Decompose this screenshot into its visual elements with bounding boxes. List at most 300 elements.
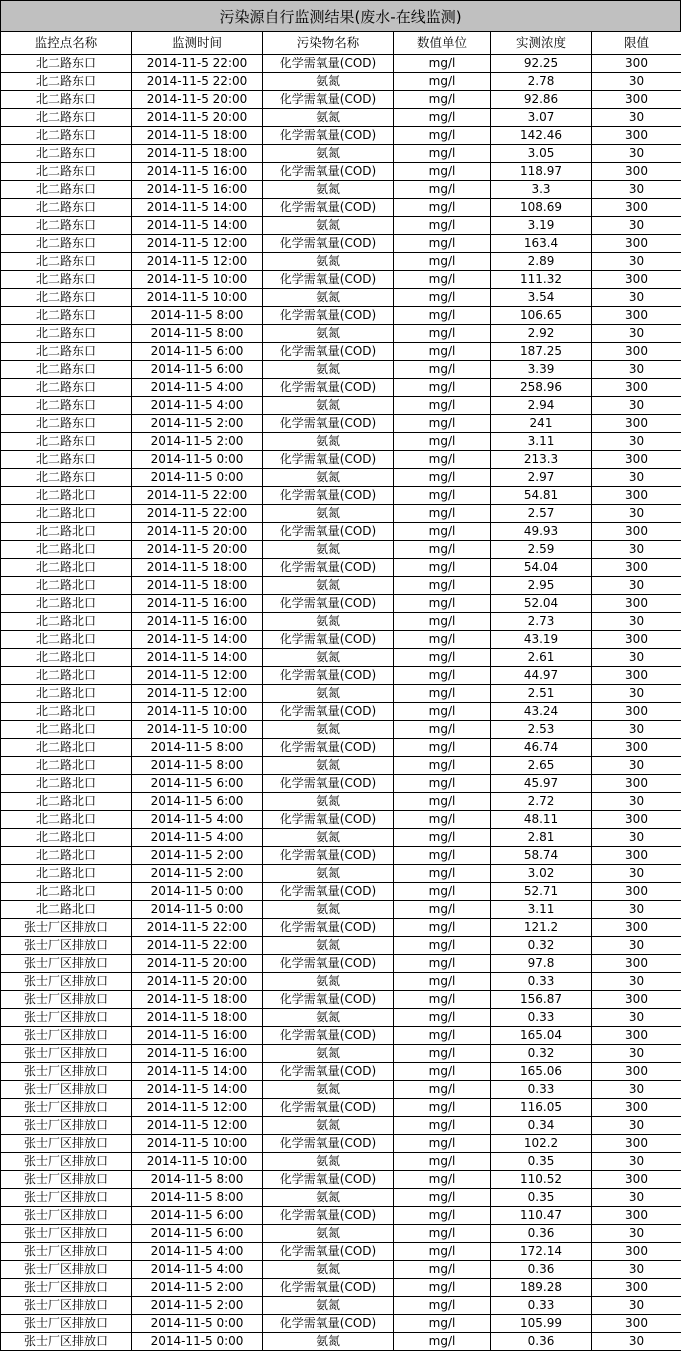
unit-cell: mg/l (394, 919, 491, 937)
unit-cell: mg/l (394, 613, 491, 631)
site-cell: 北二路东口 (1, 235, 132, 253)
limit-cell: 300 (592, 271, 681, 289)
pollutant-cell: 氨氮 (263, 1045, 394, 1063)
limit-cell: 30 (592, 1009, 681, 1027)
site-cell: 北二路北口 (1, 757, 132, 775)
table-row (1, 559, 681, 577)
limit-cell: 30 (592, 757, 681, 775)
limit-cell: 300 (592, 343, 681, 361)
unit-cell: mg/l (394, 775, 491, 793)
unit-cell: mg/l (394, 343, 491, 361)
concentration-cell: 2.51 (491, 685, 592, 703)
limit-cell: 300 (592, 379, 681, 397)
site-cell: 北二路东口 (1, 217, 132, 235)
site-cell: 北二路北口 (1, 631, 132, 649)
limit-cell: 30 (592, 433, 681, 451)
table-row (1, 847, 681, 865)
limit-cell: 300 (592, 919, 681, 937)
time-cell: 2014-11-5 10:00 (132, 721, 263, 739)
pollutant-cell: 化学需氧量(COD) (263, 631, 394, 649)
table-row (1, 1315, 681, 1333)
unit-cell: mg/l (394, 325, 491, 343)
concentration-cell: 43.19 (491, 631, 592, 649)
limit-cell: 300 (592, 811, 681, 829)
table-row (1, 955, 681, 973)
site-cell: 北二路东口 (1, 253, 132, 271)
unit-cell: mg/l (394, 631, 491, 649)
pollutant-cell: 化学需氧量(COD) (263, 703, 394, 721)
concentration-cell: 3.19 (491, 217, 592, 235)
site-cell: 北二路北口 (1, 595, 132, 613)
time-cell: 2014-11-5 0:00 (132, 1315, 263, 1333)
table-row (1, 793, 681, 811)
limit-cell: 300 (592, 1063, 681, 1081)
site-cell: 张士厂区排放口 (1, 1063, 132, 1081)
unit-cell: mg/l (394, 559, 491, 577)
unit-cell: mg/l (394, 1117, 491, 1135)
pollutant-cell: 化学需氧量(COD) (263, 919, 394, 937)
pollutant-cell: 化学需氧量(COD) (263, 1279, 394, 1297)
unit-cell: mg/l (394, 793, 491, 811)
limit-cell: 300 (592, 667, 681, 685)
time-cell: 2014-11-5 12:00 (132, 1117, 263, 1135)
pollutant-cell: 氨氮 (263, 433, 394, 451)
limit-cell: 300 (592, 235, 681, 253)
time-cell: 2014-11-5 2:00 (132, 415, 263, 433)
unit-cell: mg/l (394, 433, 491, 451)
pollutant-cell: 化学需氧量(COD) (263, 415, 394, 433)
time-cell: 2014-11-5 14:00 (132, 199, 263, 217)
time-cell: 2014-11-5 10:00 (132, 289, 263, 307)
time-cell: 2014-11-5 6:00 (132, 343, 263, 361)
limit-cell: 300 (592, 451, 681, 469)
time-cell: 2014-11-5 4:00 (132, 811, 263, 829)
pollutant-cell: 氨氮 (263, 829, 394, 847)
site-cell: 北二路东口 (1, 289, 132, 307)
time-cell: 2014-11-5 14:00 (132, 217, 263, 235)
pollutant-cell: 化学需氧量(COD) (263, 271, 394, 289)
limit-cell: 300 (592, 883, 681, 901)
unit-cell: mg/l (394, 847, 491, 865)
time-cell: 2014-11-5 2:00 (132, 865, 263, 883)
pollutant-cell: 氨氮 (263, 1297, 394, 1315)
limit-cell: 30 (592, 289, 681, 307)
concentration-cell: 102.2 (491, 1135, 592, 1153)
limit-cell: 300 (592, 1279, 681, 1297)
time-cell: 2014-11-5 12:00 (132, 235, 263, 253)
site-cell: 张士厂区排放口 (1, 1099, 132, 1117)
concentration-cell: 2.59 (491, 541, 592, 559)
unit-cell: mg/l (394, 883, 491, 901)
time-cell: 2014-11-5 8:00 (132, 325, 263, 343)
concentration-cell: 156.87 (491, 991, 592, 1009)
unit-cell: mg/l (394, 757, 491, 775)
unit-cell: mg/l (394, 109, 491, 127)
unit-cell: mg/l (394, 667, 491, 685)
pollutant-cell: 氨氮 (263, 577, 394, 595)
table-row (1, 937, 681, 955)
concentration-cell: 121.2 (491, 919, 592, 937)
table-row (1, 91, 681, 109)
limit-cell: 300 (592, 1027, 681, 1045)
site-cell: 张士厂区排放口 (1, 1315, 132, 1333)
concentration-cell: 165.06 (491, 1063, 592, 1081)
table-row (1, 127, 681, 145)
pollutant-cell: 化学需氧量(COD) (263, 451, 394, 469)
time-cell: 2014-11-5 20:00 (132, 109, 263, 127)
unit-cell: mg/l (394, 1045, 491, 1063)
time-cell: 2014-11-5 20:00 (132, 973, 263, 991)
unit-cell: mg/l (394, 397, 491, 415)
concentration-cell: 3.54 (491, 289, 592, 307)
concentration-cell: 3.05 (491, 145, 592, 163)
concentration-cell: 2.81 (491, 829, 592, 847)
time-cell: 2014-11-5 2:00 (132, 1279, 263, 1297)
pollutant-cell: 氨氮 (263, 1117, 394, 1135)
site-cell: 北二路东口 (1, 91, 132, 109)
table-row (1, 613, 681, 631)
unit-cell: mg/l (394, 1027, 491, 1045)
time-cell: 2014-11-5 2:00 (132, 847, 263, 865)
unit-cell: mg/l (394, 469, 491, 487)
time-cell: 2014-11-5 14:00 (132, 631, 263, 649)
table-row (1, 451, 681, 469)
time-cell: 2014-11-5 10:00 (132, 1135, 263, 1153)
site-cell: 北二路北口 (1, 505, 132, 523)
table-row (1, 1153, 681, 1171)
concentration-cell: 110.52 (491, 1171, 592, 1189)
concentration-cell: 2.95 (491, 577, 592, 595)
pollutant-cell: 氨氮 (263, 901, 394, 919)
report-title: 污染源自行监测结果(废水-在线监测) (0, 0, 681, 31)
table-row (1, 361, 681, 379)
time-cell: 2014-11-5 18:00 (132, 1009, 263, 1027)
unit-cell: mg/l (394, 235, 491, 253)
pollutant-cell: 化学需氧量(COD) (263, 739, 394, 757)
site-cell: 张士厂区排放口 (1, 1027, 132, 1045)
pollutant-cell: 氨氮 (263, 1081, 394, 1099)
concentration-cell: 2.94 (491, 397, 592, 415)
site-cell: 北二路东口 (1, 55, 132, 73)
table-row (1, 397, 681, 415)
table-row (1, 415, 681, 433)
site-cell: 张士厂区排放口 (1, 1081, 132, 1099)
pollutant-cell: 氨氮 (263, 217, 394, 235)
limit-cell: 300 (592, 1315, 681, 1333)
limit-cell: 300 (592, 559, 681, 577)
limit-cell: 30 (592, 145, 681, 163)
limit-cell: 30 (592, 505, 681, 523)
unit-cell: mg/l (394, 721, 491, 739)
site-cell: 张士厂区排放口 (1, 937, 132, 955)
time-cell: 2014-11-5 16:00 (132, 613, 263, 631)
concentration-cell: 52.04 (491, 595, 592, 613)
unit-cell: mg/l (394, 307, 491, 325)
site-cell: 张士厂区排放口 (1, 1279, 132, 1297)
unit-cell: mg/l (394, 163, 491, 181)
limit-cell: 300 (592, 1099, 681, 1117)
site-cell: 北二路东口 (1, 199, 132, 217)
limit-cell: 30 (592, 1225, 681, 1243)
pollutant-cell: 氨氮 (263, 397, 394, 415)
limit-cell: 30 (592, 793, 681, 811)
site-cell: 张士厂区排放口 (1, 973, 132, 991)
limit-cell: 300 (592, 307, 681, 325)
time-cell: 2014-11-5 18:00 (132, 145, 263, 163)
site-cell: 张士厂区排放口 (1, 1243, 132, 1261)
concentration-cell: 3.11 (491, 433, 592, 451)
site-cell: 张士厂区排放口 (1, 1189, 132, 1207)
limit-cell: 30 (592, 721, 681, 739)
unit-cell: mg/l (394, 577, 491, 595)
time-cell: 2014-11-5 22:00 (132, 937, 263, 955)
pollutant-cell: 氨氮 (263, 757, 394, 775)
site-cell: 北二路北口 (1, 577, 132, 595)
pollutant-cell: 化学需氧量(COD) (263, 595, 394, 613)
time-cell: 2014-11-5 10:00 (132, 703, 263, 721)
concentration-cell: 2.53 (491, 721, 592, 739)
table-row (1, 631, 681, 649)
limit-cell: 30 (592, 397, 681, 415)
unit-cell: mg/l (394, 1261, 491, 1279)
table-row (1, 1207, 681, 1225)
table-row (1, 883, 681, 901)
time-cell: 2014-11-5 0:00 (132, 1333, 263, 1351)
site-cell: 北二路北口 (1, 559, 132, 577)
column-header-unit: 数值单位 (394, 32, 491, 55)
time-cell: 2014-11-5 14:00 (132, 649, 263, 667)
site-cell: 北二路东口 (1, 109, 132, 127)
table-row (1, 1045, 681, 1063)
limit-cell: 300 (592, 127, 681, 145)
unit-cell: mg/l (394, 253, 491, 271)
pollutant-cell: 化学需氧量(COD) (263, 91, 394, 109)
site-cell: 北二路北口 (1, 541, 132, 559)
time-cell: 2014-11-5 10:00 (132, 1153, 263, 1171)
unit-cell: mg/l (394, 1243, 491, 1261)
site-cell: 北二路东口 (1, 433, 132, 451)
unit-cell: mg/l (394, 1279, 491, 1297)
concentration-cell: 54.04 (491, 559, 592, 577)
time-cell: 2014-11-5 16:00 (132, 163, 263, 181)
pollutant-cell: 化学需氧量(COD) (263, 1099, 394, 1117)
pollutant-cell: 氨氮 (263, 1009, 394, 1027)
table-row (1, 1333, 681, 1351)
site-cell: 北二路东口 (1, 469, 132, 487)
concentration-cell: 165.04 (491, 1027, 592, 1045)
unit-cell: mg/l (394, 1171, 491, 1189)
limit-cell: 300 (592, 739, 681, 757)
time-cell: 2014-11-5 22:00 (132, 505, 263, 523)
site-cell: 北二路北口 (1, 649, 132, 667)
limit-cell: 30 (592, 829, 681, 847)
limit-cell: 30 (592, 577, 681, 595)
unit-cell: mg/l (394, 1009, 491, 1027)
pollutant-cell: 氨氮 (263, 289, 394, 307)
table-row (1, 505, 681, 523)
table-row (1, 289, 681, 307)
site-cell: 张士厂区排放口 (1, 1045, 132, 1063)
time-cell: 2014-11-5 12:00 (132, 685, 263, 703)
concentration-cell: 92.25 (491, 55, 592, 73)
site-cell: 北二路北口 (1, 775, 132, 793)
concentration-cell: 0.36 (491, 1225, 592, 1243)
table-row (1, 667, 681, 685)
table-row (1, 775, 681, 793)
site-cell: 北二路北口 (1, 811, 132, 829)
time-cell: 2014-11-5 12:00 (132, 1099, 263, 1117)
site-cell: 张士厂区排放口 (1, 1135, 132, 1153)
site-cell: 北二路东口 (1, 181, 132, 199)
unit-cell: mg/l (394, 1315, 491, 1333)
pollutant-cell: 化学需氧量(COD) (263, 811, 394, 829)
table-row (1, 109, 681, 127)
concentration-cell: 0.36 (491, 1261, 592, 1279)
pollutant-cell: 化学需氧量(COD) (263, 343, 394, 361)
pollutant-cell: 化学需氧量(COD) (263, 775, 394, 793)
time-cell: 2014-11-5 18:00 (132, 559, 263, 577)
time-cell: 2014-11-5 2:00 (132, 433, 263, 451)
table-row (1, 1225, 681, 1243)
limit-cell: 300 (592, 415, 681, 433)
limit-cell: 30 (592, 253, 681, 271)
table-row (1, 685, 681, 703)
limit-cell: 30 (592, 1081, 681, 1099)
table-row (1, 1261, 681, 1279)
unit-cell: mg/l (394, 523, 491, 541)
concentration-cell: 0.36 (491, 1333, 592, 1351)
unit-cell: mg/l (394, 829, 491, 847)
time-cell: 2014-11-5 4:00 (132, 379, 263, 397)
limit-cell: 30 (592, 1117, 681, 1135)
unit-cell: mg/l (394, 1153, 491, 1171)
table-row (1, 217, 681, 235)
concentration-cell: 0.32 (491, 1045, 592, 1063)
concentration-cell: 2.72 (491, 793, 592, 811)
unit-cell: mg/l (394, 1189, 491, 1207)
table-row (1, 577, 681, 595)
pollutant-cell: 化学需氧量(COD) (263, 1171, 394, 1189)
pollutant-cell: 氨氮 (263, 1153, 394, 1171)
unit-cell: mg/l (394, 487, 491, 505)
time-cell: 2014-11-5 16:00 (132, 181, 263, 199)
limit-cell: 300 (592, 847, 681, 865)
limit-cell: 300 (592, 955, 681, 973)
concentration-cell: 2.97 (491, 469, 592, 487)
pollutant-cell: 化学需氧量(COD) (263, 847, 394, 865)
unit-cell: mg/l (394, 181, 491, 199)
site-cell: 张士厂区排放口 (1, 1297, 132, 1315)
pollutant-cell: 氨氮 (263, 1225, 394, 1243)
unit-cell: mg/l (394, 595, 491, 613)
table-row (1, 181, 681, 199)
time-cell: 2014-11-5 6:00 (132, 1225, 263, 1243)
pollutant-cell: 化学需氧量(COD) (263, 163, 394, 181)
concentration-cell: 2.65 (491, 757, 592, 775)
site-cell: 北二路东口 (1, 271, 132, 289)
concentration-cell: 187.25 (491, 343, 592, 361)
concentration-cell: 2.57 (491, 505, 592, 523)
pollutant-cell: 氨氮 (263, 361, 394, 379)
unit-cell: mg/l (394, 199, 491, 217)
site-cell: 北二路东口 (1, 343, 132, 361)
site-cell: 北二路北口 (1, 613, 132, 631)
pollutant-cell: 化学需氧量(COD) (263, 1315, 394, 1333)
unit-cell: mg/l (394, 1225, 491, 1243)
concentration-cell: 48.11 (491, 811, 592, 829)
site-cell: 张士厂区排放口 (1, 991, 132, 1009)
table-row (1, 991, 681, 1009)
time-cell: 2014-11-5 20:00 (132, 955, 263, 973)
concentration-cell: 0.32 (491, 937, 592, 955)
unit-cell: mg/l (394, 415, 491, 433)
site-cell: 北二路北口 (1, 901, 132, 919)
column-header-concentration: 实测浓度 (491, 32, 592, 55)
unit-cell: mg/l (394, 991, 491, 1009)
time-cell: 2014-11-5 10:00 (132, 271, 263, 289)
concentration-cell: 52.71 (491, 883, 592, 901)
pollutant-cell: 化学需氧量(COD) (263, 379, 394, 397)
monitoring-table (0, 31, 681, 1351)
time-cell: 2014-11-5 8:00 (132, 307, 263, 325)
time-cell: 2014-11-5 4:00 (132, 829, 263, 847)
concentration-cell: 189.28 (491, 1279, 592, 1297)
time-cell: 2014-11-5 4:00 (132, 397, 263, 415)
limit-cell: 30 (592, 1189, 681, 1207)
concentration-cell: 45.97 (491, 775, 592, 793)
site-cell: 张士厂区排放口 (1, 1117, 132, 1135)
unit-cell: mg/l (394, 685, 491, 703)
time-cell: 2014-11-5 18:00 (132, 577, 263, 595)
unit-cell: mg/l (394, 1063, 491, 1081)
table-row (1, 253, 681, 271)
site-cell: 张士厂区排放口 (1, 1009, 132, 1027)
table-row (1, 1189, 681, 1207)
unit-cell: mg/l (394, 289, 491, 307)
concentration-cell: 2.78 (491, 73, 592, 91)
site-cell: 北二路北口 (1, 667, 132, 685)
table-row (1, 145, 681, 163)
site-cell: 北二路北口 (1, 865, 132, 883)
unit-cell: mg/l (394, 703, 491, 721)
limit-cell: 300 (592, 703, 681, 721)
limit-cell: 300 (592, 775, 681, 793)
pollutant-cell: 化学需氧量(COD) (263, 127, 394, 145)
limit-cell: 300 (592, 1171, 681, 1189)
table-row (1, 1297, 681, 1315)
unit-cell: mg/l (394, 1099, 491, 1117)
limit-cell: 300 (592, 1135, 681, 1153)
table-row (1, 1063, 681, 1081)
unit-cell: mg/l (394, 217, 491, 235)
unit-cell: mg/l (394, 541, 491, 559)
concentration-cell: 3.11 (491, 901, 592, 919)
time-cell: 2014-11-5 6:00 (132, 1207, 263, 1225)
concentration-cell: 3.02 (491, 865, 592, 883)
table-row (1, 271, 681, 289)
site-cell: 张士厂区排放口 (1, 1261, 132, 1279)
limit-cell: 300 (592, 487, 681, 505)
pollutant-cell: 氨氮 (263, 685, 394, 703)
table-row (1, 811, 681, 829)
concentration-cell: 46.74 (491, 739, 592, 757)
table-row (1, 865, 681, 883)
time-cell: 2014-11-5 0:00 (132, 883, 263, 901)
concentration-cell: 0.33 (491, 1009, 592, 1027)
site-cell: 北二路东口 (1, 361, 132, 379)
table-row (1, 343, 681, 361)
limit-cell: 30 (592, 973, 681, 991)
